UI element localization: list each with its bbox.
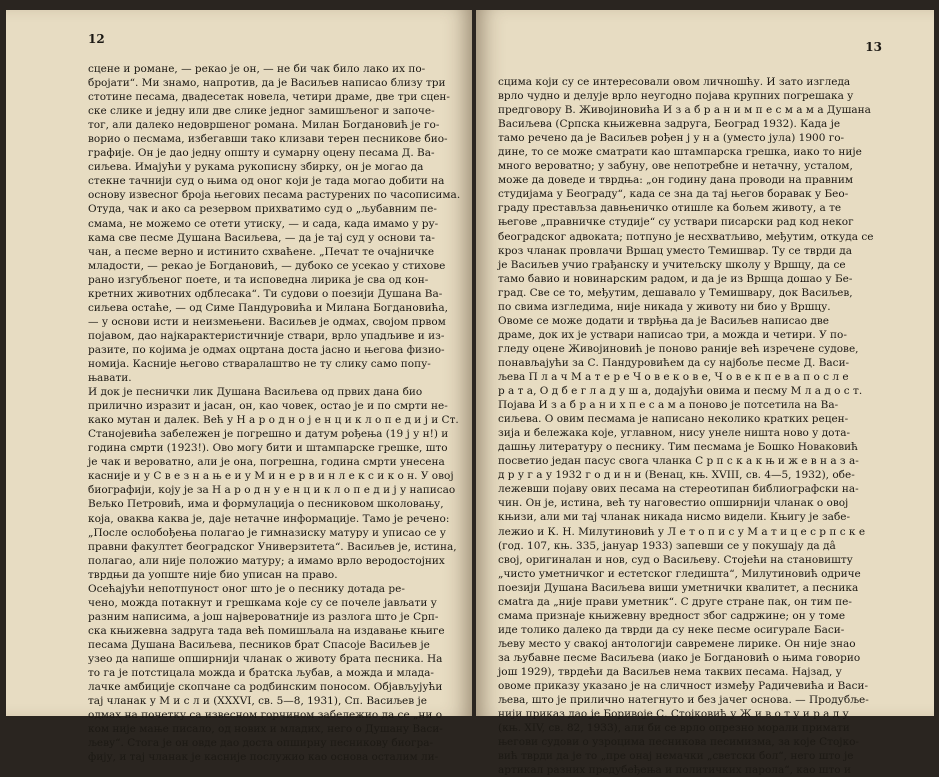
text-line: посветио један пасус свога чланка С р п с к а к њ и ж е в н а з а- bbox=[498, 455, 859, 468]
text-line: д р у г а у 1932 г о д и н и (Венац, књ. XVIII, св. 4—5, 1932), обе- bbox=[498, 469, 855, 482]
text-line: чан, а песме верно и истинито схваћене. „Печат те очајничке bbox=[88, 245, 435, 258]
text-line: прилично изразит и јасан, он, као човек, остао је и по смрти не- bbox=[88, 400, 448, 413]
text-line: сиљева. Имајући у рукама рукописну збирку, он је могао да bbox=[88, 161, 424, 174]
text-line: рано изгубљеног поете, и та исповедна лирика је сва од кон- bbox=[88, 273, 429, 286]
text-line: зија и бележака које, углавном, нису унеле ништа ново у дота- bbox=[498, 427, 851, 440]
text-line: још 1929), тврдећи да Васиљев нема таквих песама. Најзад, у bbox=[498, 665, 842, 678]
text-line: граду престављза давњеничко отишле ка бољем животу, а те bbox=[498, 202, 842, 215]
text-line: овоме приказу указано је на сличност између Радичевића и Васи- bbox=[498, 680, 869, 693]
text-line: по свима изгледима, није никада у животу ни био у Вршцу. bbox=[498, 300, 831, 313]
text-line: сцене и романе, — рекао је он, — не би чак било лако их по- bbox=[88, 63, 426, 75]
text-line: „После ослобођења полагао је гимназиску матуру и уписао се у bbox=[88, 526, 446, 539]
text-line: фију, и тај чланак је касније послужио као основа осталим ли- bbox=[88, 751, 439, 764]
text-line: љева П л а ч М а т е р е Ч о в е к о в е, Ч о в е к п е в а п о с л е bbox=[498, 370, 849, 383]
text-line: тог, али далеко недовршеног романа. Милан Богдановић је го- bbox=[88, 119, 440, 132]
text-line: тамо бавио и новинарским радом, и да је из Вршца дошао у Бе- bbox=[498, 272, 853, 285]
page-number: 13 bbox=[865, 40, 882, 54]
text-line: песама Душана Васиљева, песников брат Спасоје Васиљев је bbox=[88, 638, 430, 651]
text-line: која, оваква каква је, даје нетачне информације. Тамо је речено: bbox=[88, 512, 450, 525]
text-line: вић тврди да је то „пре онај немачки „светски бол“, него што је bbox=[498, 750, 854, 763]
text-line: година смрти (1923!). Ово могу бити и штампарске грешке, што bbox=[88, 442, 448, 455]
text-line: тврдњи да уопште није био уписан на право. bbox=[88, 568, 338, 581]
text-line: Овоме се може додати и тврђња да је Васиљев написао две bbox=[498, 314, 829, 327]
text-line: смама, не можемо се отети утиску, — и сада, када имамо у ру- bbox=[88, 217, 439, 230]
text-line: тамо речено да је Васиљев рођен ј у н а (уместо јула) 1900 го- bbox=[498, 132, 845, 145]
text-line: сцима који су се интересовали овом личношћу. И зато изгледа bbox=[498, 76, 851, 88]
text-line: предговору В. Живојиновића И з а б р а н и м п е с м а м а Душана bbox=[498, 104, 871, 117]
text-line: чено, можда потакнут и грешкама које су се почеле јављати у bbox=[88, 596, 437, 609]
page-text bbox=[498, 75, 874, 777]
text-line: град. Све се то, међутим, дешавало у Темишвару, док Васиљев, bbox=[498, 286, 853, 299]
text-line: смама признаје књижевну вредност због садржине; он у томе bbox=[498, 609, 846, 622]
text-line: врло чудно и делује врло неугодно појава крупних погрешака у bbox=[498, 90, 854, 103]
text-line: љева, што је прилично натегнуто и без јачег основа. — Продубље- bbox=[498, 694, 869, 707]
text-line: основу извесног броја његових песама растурених по часописима. bbox=[88, 189, 461, 202]
text-line: графије. Он је дао једну општу и сумарну оцену песама Д. Ва- bbox=[88, 147, 435, 160]
text-line: београдског адвоката; потпуно је несхватљиво, међутим, откуда се bbox=[498, 230, 874, 243]
text-line: њавати. bbox=[88, 372, 132, 385]
left-page bbox=[6, 10, 472, 764]
text-line: свој, оригиналан и нов, суд о Васиљеву. Стојећи на становишту bbox=[498, 553, 853, 566]
text-line: (књ. XIV, св. 82, 1933), али би се врло опрезно морали примати bbox=[498, 722, 850, 735]
text-line: тај чланак у М и с л и (XXXVI, св. 5—8, 1931), Сп. Васиљев је bbox=[88, 695, 427, 708]
text-line: разним написима, а још највероватније из разлога што је Срп- bbox=[88, 610, 439, 623]
text-line: драме, док их је уствари написао три, а можда и четири. У по- bbox=[498, 328, 847, 341]
text-line: узео да напише опширнији чланак о животу брата песника. На bbox=[88, 652, 443, 665]
text-line: полагао, али није положио матуру; а имамо врло веродостојних bbox=[88, 554, 445, 567]
text-line: Вељко Петровић, има и формулација о песниковом школовању, bbox=[88, 498, 444, 511]
text-line: лежио и К. Н. Милутиновић у Л е т о п и с у М а т и ц е с р п с к е bbox=[498, 525, 866, 538]
text-line: је Васиљев учио грађанску и учитељску школу у Вршцу, да се bbox=[498, 258, 846, 271]
text-line: ворио о песмама, избегавши тако клизави терен песникове био- bbox=[88, 133, 448, 146]
text-line: сиљева остаће, — од Симе Пандуровића и Милана Богдановића, bbox=[88, 301, 448, 314]
text-line: артикал разних предубеђења и политичких парола“, као што и bbox=[498, 764, 851, 777]
text-line: може да доведе и тврдња: „он годину дана проводи на правним bbox=[498, 174, 854, 187]
text-line: стекне тачнији суд о њима од оног који је тада могао добити на bbox=[88, 175, 445, 188]
text-line: сиљева. О овим песмама је написано неколико кратких рецен- bbox=[498, 413, 849, 426]
text-line: Станојевића забележен је погрешно и датум рођења (19 ј у н!) и bbox=[88, 428, 449, 441]
page-number: 12 bbox=[88, 32, 105, 46]
text-line: младости, — рекао је Богдановић, — дубоко се усекао у стихове bbox=[88, 259, 446, 272]
text-line: р а т а, О д б е г л а д у ш а, додајући овима и песму М л а д о с т. bbox=[498, 385, 863, 398]
text-line: Појава И з а б р а н и х п е с а м а поново је потсетила на Ва- bbox=[498, 399, 839, 412]
text-line: дашњу литературу о песнику. Тим песмама је Бошко Новаковић bbox=[498, 441, 858, 454]
text-line: — у основи исти и неизмењени. Васиљев је одмах, својом првом bbox=[88, 315, 446, 328]
text-line: ком није мање писало, од нових и младих, него о Душану Васи- bbox=[88, 723, 443, 736]
text-line: бројати“. Ми знамо, напротив, да је Васиљев написао близу три bbox=[88, 77, 446, 90]
text-line: љеву“. Стога је он овде дао доста опширну песникову биогра- bbox=[88, 737, 434, 750]
text-line: љеву место у свакој антологији савремене лирике. Он није знао bbox=[498, 637, 856, 650]
text-line: „чисто уметничког и естетског гледишта“, Милутиновић одриче bbox=[498, 567, 861, 580]
text-line: књизи, али ми тај чланак никада нисмо видели. Књигу је забе- bbox=[498, 511, 851, 524]
text-line: Васиљева (Српска књижевна задруга, Београд 1932). Када је bbox=[498, 118, 841, 131]
text-line: правни факултет београдског Универзитета“. Васиљев је, истина, bbox=[88, 540, 457, 553]
text-line: његове „правничке студије“ су уствари писарски рад код неког bbox=[498, 216, 854, 229]
text-line: за љубавне песме Васиљева (иако је Богдановић о њима говорио bbox=[498, 651, 861, 664]
text-line: то га је потстицала можда и братска љубав, а можда и млада- bbox=[88, 667, 434, 680]
text-line: Осећајући непотпуност оног што је о песнику дотада ре- bbox=[88, 582, 405, 595]
text-line: појавом, дао најкарактеристичније ствари, врло упадљиве и из- bbox=[88, 329, 445, 342]
text-line: кретних животних одблесака“. Ти судови о поезији Душана Ва- bbox=[88, 287, 443, 300]
text-line: касније и у С в е з н а њ е и у М и н е р в и н л е к с и к о н. У овој bbox=[88, 470, 454, 483]
right-page bbox=[476, 10, 934, 777]
text-line: дине, то се може сматрати као штампарска грешка, иако то није bbox=[498, 146, 862, 159]
text-line: смatra да „није прави уметник“. С друге стране пак, он тим пе- bbox=[498, 595, 852, 608]
text-line: студијама у Београду“, када се зна да тај његов боравак у Бео- bbox=[498, 188, 849, 201]
text-line: биографији, коју је за Н а р о д н у е н ц и к л о п е д и ј у написао bbox=[88, 484, 456, 497]
text-line: како мутан и далек. Већ у Н а р о д н о ј е н ц и к л о п е д и ј и Ст. bbox=[88, 414, 459, 427]
text-line: је чак и вероватно, али је она, погрешна, година смрти унесена bbox=[88, 456, 445, 469]
text-line: (год. 107, књ. 335, јануар 1933) запевши се у покушају да дâ bbox=[498, 539, 836, 552]
text-line: понављајући за С. Пандуровићем да су најбоље песме Д. Васи- bbox=[498, 356, 850, 369]
text-line: његови судови о узроцима песникова песимизма, за које Стојко- bbox=[498, 736, 859, 749]
text-line: чин. Он је, истина, већ ту наговестио опширнији чланак о овој bbox=[498, 497, 849, 510]
text-line: Отуда, чак и ако са резервом прихватимо суд о „љубавним пе- bbox=[88, 203, 437, 216]
text-line: лежевши појаву ових песама на стереотипан библиографски на- bbox=[498, 483, 859, 496]
text-line: номија. Касније његово стваралаштво не ту слику само попу- bbox=[88, 357, 431, 370]
text-line: разите, по којима је одмах оцртана доста јасно и његова физио- bbox=[88, 343, 445, 356]
text-line: лачке амбиције скопчане са родбинским поносом. Објављујући bbox=[88, 681, 443, 694]
text-line: гледу оцене Живојиновић је поново раније већ изречене судове, bbox=[498, 342, 859, 355]
text-line: И док је песнички лик Душана Васиљева од првих дана био bbox=[88, 386, 423, 399]
text-line: поезији Душана Васиљева виши уметнички квалитет, а песника bbox=[498, 581, 859, 594]
page-text bbox=[88, 62, 461, 764]
text-line: иде толико далеко да тврди да су неке песме осигурале Баси- bbox=[498, 623, 845, 636]
text-line: кроз чланак провлачи Вршац уместо Темишвар. Ту се тврди да bbox=[498, 244, 852, 257]
text-line: много вероватно; у забуну, ове непотребне и нетачну, усталом, bbox=[498, 160, 853, 173]
text-line: стотине песама, двадесетак новела, четири драме, две три сцен- bbox=[88, 91, 450, 104]
text-line: одмах на почетку са извесном горчином забележио да се „ни о bbox=[88, 709, 443, 722]
text-line: ска књижевна задруга тада већ помишљала на издавање књиге bbox=[88, 624, 445, 637]
text-line: нији приказ дао је Боривоје С. Стојковић у Ж и в о т у и р а д у bbox=[498, 708, 849, 721]
text-line: кама све песме Душана Васиљева, — да је тај суд у основи та- bbox=[88, 231, 435, 244]
text-line: ске слике и једну или две слике једног замишљеног и започе- bbox=[88, 105, 435, 118]
